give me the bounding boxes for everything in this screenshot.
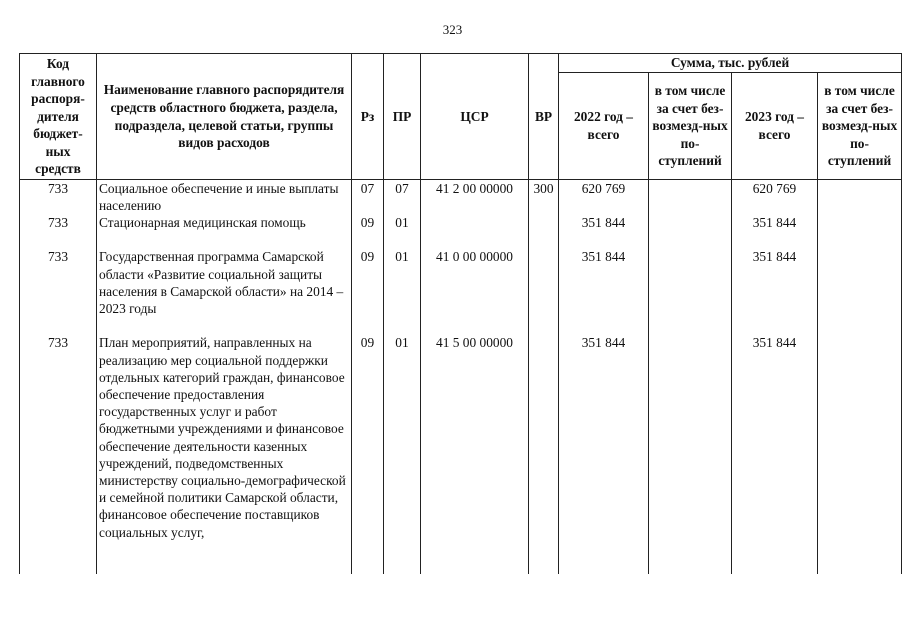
cell-vr: [529, 248, 559, 334]
header-csr: ЦСР: [421, 54, 529, 180]
cell-pr: 07: [384, 180, 421, 215]
cell-2022-total: 351 844: [559, 334, 649, 574]
cell-2022-total: 620 769: [559, 180, 649, 215]
cell-pr: 01: [384, 334, 421, 574]
header-code: Код главного распоря-дителя бюджет-ных средств: [20, 54, 97, 180]
cell-pr: 01: [384, 214, 421, 248]
cell-2023-total: 620 769: [732, 180, 818, 215]
cell-2022-free: [649, 214, 732, 248]
cell-rz: 09: [352, 214, 384, 248]
header-2023-total: 2023 год – всего: [732, 73, 818, 180]
header-pr: ПР: [384, 54, 421, 180]
header-name: Наименование главного распорядителя средств областного бюджета, раздела, подраздела, целевой статьи, группы видов расходов: [97, 54, 352, 180]
cell-pr: 01: [384, 248, 421, 334]
header-2022-total: 2022 год – всего: [559, 73, 649, 180]
cell-2023-total: 351 844: [732, 214, 818, 248]
header-rz: Рз: [352, 54, 384, 180]
cell-code: 733: [20, 334, 97, 574]
page-number: 323: [442, 22, 463, 37]
cell-name: План мероприятий, направленных на реализацию мер социальной поддержки отдельных категорий граждан, финансовое обеспечение предоставления государственных услуг и работ бюджетными учреждениями и финансовое обеспечение деятельности казенных учреждений, подведомственных министерству социально-демографической и семейной политики Самарской области, финансовое обеспечение поставщиков социальных услуг,: [97, 334, 352, 574]
cell-2022-free: [649, 248, 732, 334]
header-vr: ВР: [529, 54, 559, 180]
cell-vr: [529, 214, 559, 248]
cell-name: Государственная программа Самарской области «Развитие социальной защиты населения в Самарской области» на 2014 – 2023 годы: [97, 248, 352, 334]
cell-csr: 41 0 00 00000: [421, 248, 529, 334]
cell-2022-total: 351 844: [559, 248, 649, 334]
cell-rz: 09: [352, 248, 384, 334]
cell-2023-total: 351 844: [732, 334, 818, 574]
table-row: [20, 214, 902, 248]
cell-code: 733: [20, 214, 97, 248]
cell-rz: 07: [352, 180, 384, 215]
cell-code: 733: [20, 180, 97, 215]
header-sum-group: Сумма, тыс. рублей: [559, 54, 902, 73]
cell-2023-total: 351 844: [732, 248, 818, 334]
cell-2022-free: [649, 180, 732, 215]
cell-2023-free: [818, 248, 902, 334]
cell-2022-total: 351 844: [559, 214, 649, 248]
cell-name: Социальное обеспечение и иные выплаты населению: [97, 180, 352, 215]
header-2023-free: в том числе за счет без-возмезд-ных по-ступлений: [818, 73, 902, 180]
cell-csr: 41 2 00 00000: [421, 180, 529, 215]
cell-csr: [421, 214, 529, 248]
cell-2023-free: [818, 334, 902, 574]
table-row: [20, 180, 902, 215]
cell-2023-free: [818, 214, 902, 248]
table-row: [20, 334, 902, 574]
cell-vr: 300: [529, 180, 559, 215]
cell-name: Стационарная медицинская помощь: [97, 214, 352, 248]
budget-table: [19, 53, 902, 574]
cell-2023-free: [818, 180, 902, 215]
cell-rz: 09: [352, 334, 384, 574]
cell-code: 733: [20, 248, 97, 334]
cell-csr: 41 5 00 00000: [421, 334, 529, 574]
table-header: [20, 54, 902, 180]
cell-2022-free: [649, 334, 732, 574]
table-row: [20, 248, 902, 334]
table-body: [20, 180, 902, 575]
header-2022-free: в том числе за счет без-возмезд-ных по-ступлений: [649, 73, 732, 180]
cell-vr: [529, 334, 559, 574]
